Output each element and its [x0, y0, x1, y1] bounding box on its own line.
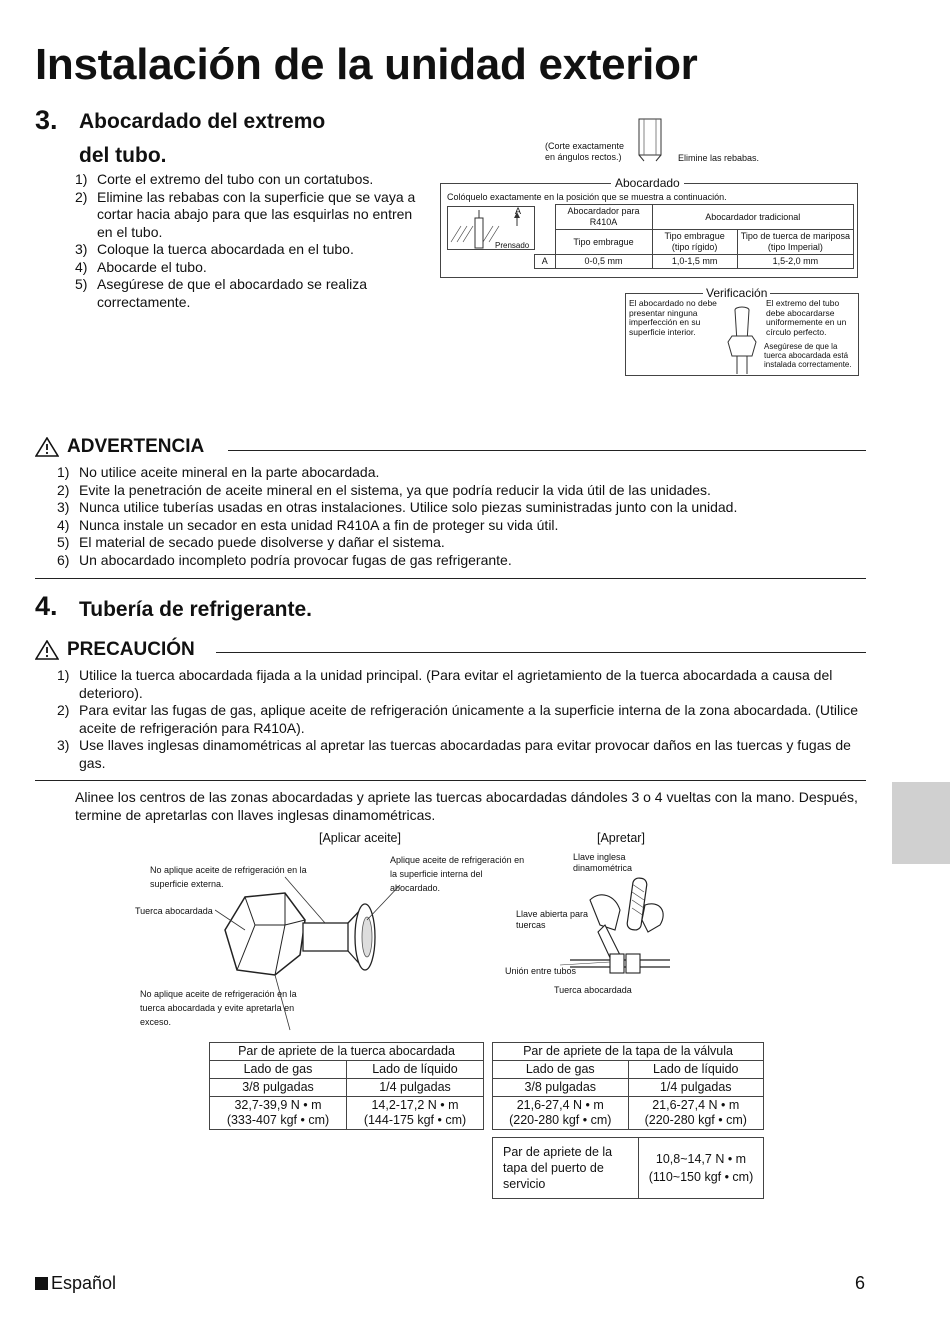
footer-language — [35, 1273, 116, 1294]
cut-note: (Corte exactamente en ángulos rectos.) — [545, 141, 625, 162]
torque-liquid: 21,6-27,4 N • m (220-280 kgf • cm) — [628, 1097, 764, 1130]
list-item: 3) Coloque la tuerca abocardada en el tubo. — [75, 241, 354, 257]
flare-nut-pipe-icon — [722, 302, 762, 374]
page-number: 6 — [855, 1273, 866, 1293]
warning-list — [57, 464, 867, 569]
list-item: 5) Asegúrese de que el abocardado se realiza correctamente. — [75, 276, 368, 310]
size-liquid: 1/4 pulgadas — [628, 1079, 764, 1097]
warning-icon — [35, 437, 59, 457]
service-port-torque: 10,8~14,7 N • m (110~150 kgf • cm) — [639, 1138, 764, 1199]
section-3-title-line1: Abocardado del extremo — [79, 110, 326, 133]
list-item: 4) Nunca instale un secador en esta unidad R410A a fin de proteger su vida útil. — [57, 516, 559, 533]
table-flare-nut-torque — [209, 1042, 484, 1130]
section-3-steps — [75, 171, 420, 311]
list-item: 3) Use llaves inglesas dinamométricas al apretar las tuercas abocardadas para evitar provocar daños en las tuercas y fugas de gas. — [57, 737, 851, 771]
list-item: 1) Corte el extremo del tubo con un cortatubos. — [75, 171, 374, 187]
caution-heading-rule — [216, 652, 866, 653]
torque-wrench-label: Llave inglesa dinamométrica — [573, 852, 633, 873]
table-header: Par de apriete de la tuerca abocardada — [210, 1043, 484, 1061]
flare-oil-illustration — [215, 875, 405, 1035]
verify-note-left: El abocardado no debe presentar ninguna imperfección en su superficie interior. — [629, 298, 717, 337]
list-item: 4) Abocarde el tubo. — [75, 258, 207, 275]
warning-icon — [35, 640, 59, 660]
table-valve-cap-torque — [492, 1042, 764, 1130]
verify-box — [625, 286, 859, 376]
flare-col-traditional: Abocardador tradicional — [652, 205, 854, 230]
caution-heading-text: PRECAUCIÓN — [67, 639, 195, 660]
figure-heading-oil: [Aplicar aceite] — [319, 831, 401, 845]
torque-gas: 32,7-39,9 N • m (333-407 kgf • cm) — [210, 1097, 347, 1130]
no-oil-nut-label: No aplique aceite de refrigeración en la tuerca abocardada y evite apretarla en exceso. — [140, 989, 297, 1027]
table-service-port-torque — [492, 1137, 764, 1199]
open-wrench-label: Llave abierta para tuercas — [516, 909, 589, 930]
align-paragraph: Alinee los centros de las zonas abocardadas y apriete las tuercas abocardadas dándoles 3 o 4 vueltas con la mano. Después, termine de apretarlas con llaves inglesas dinamométricas. — [75, 789, 858, 823]
torque-gas: 21,6-27,4 N • m (220-280 kgf • cm) — [493, 1097, 629, 1130]
figure-heading-tighten: [Apretar] — [597, 831, 645, 845]
col-gas: Lado de gas — [210, 1061, 347, 1079]
list-item: 2) Evite la penetración de aceite mineral en el sistema, ya que podría reducir la vida útil de las unidades. — [57, 481, 711, 498]
pipe-union-label: Unión entre tubos — [505, 966, 577, 976]
no-oil-outer-label: No aplique aceite de refrigeración en la superficie externa. — [150, 865, 307, 889]
warning-heading-rule — [228, 450, 866, 451]
flare-val-3: 1,5-2,0 mm — [737, 255, 853, 269]
flare-label-pressed: Prensado — [495, 241, 530, 250]
caution-list — [57, 667, 867, 772]
table-header: Par de apriete de la tapa de la válvula — [493, 1043, 764, 1061]
burr-note: Elimine las rebabas. — [678, 153, 760, 163]
list-item: 3) Nunca utilice tuberías usadas en otras instalaciones. Utilice solo piezas suministradas junto con la unidad. — [57, 499, 738, 515]
caution-bottom-rule — [35, 780, 866, 781]
footer-language-text: Español — [51, 1273, 117, 1293]
warning-heading — [35, 436, 204, 458]
flare-box — [440, 176, 858, 278]
torque-liquid: 14,2-17,2 N • m (144-175 kgf • cm) — [346, 1097, 483, 1130]
flare-row-a: A — [535, 255, 556, 269]
flare-col-r410a: Abocardador para R410A — [555, 205, 652, 230]
flare-row-clutch-rigid: Tipo embrague (tipo rígido) — [652, 230, 737, 255]
flare-nut-right-label: Tuerca abocardada — [554, 985, 632, 995]
apply-oil-inner-label: Aplique aceite de refrigeración en la superficie interna del abocardado. — [390, 855, 525, 893]
col-liquid: Lado de líquido — [346, 1061, 483, 1079]
section-4-title: Tubería de refrigerante. — [79, 598, 313, 621]
list-item: 1) No utilice aceite mineral en la parte abocardada. — [57, 464, 380, 480]
square-bullet-icon — [35, 1277, 48, 1290]
flare-table — [534, 204, 854, 269]
size-gas: 3/8 pulgadas — [493, 1079, 629, 1097]
size-liquid: 1/4 pulgadas — [346, 1079, 483, 1097]
caution-heading — [35, 639, 195, 661]
size-gas: 3/8 pulgadas — [210, 1079, 347, 1097]
list-item: 2) Para evitar las fugas de gas, aplique aceite de refrigeración únicamente a la superficie interna de la zona abocardada. (Utilice aceite de refrigeración para R410A). — [57, 702, 859, 736]
flare-row-clutch: Tipo embrague — [555, 230, 652, 255]
flare-row-wing: Tipo de tuerca de mariposa (tipo Imperial) — [737, 230, 853, 255]
list-item: 6) Un abocardado incompleto podría provocar fugas de gas refrigerante. — [57, 551, 512, 568]
tightening-wrenches-illustration — [560, 870, 680, 990]
flare-val-2: 1,0-1,5 mm — [652, 255, 737, 269]
warning-heading-text: ADVERTENCIA — [67, 436, 205, 457]
flare-box-title: Abocardado — [611, 176, 684, 190]
list-item: 2) Elimine las rebabas con la superficie que se vaya a cortar hacia abajo para que las esquirlas no entren en el tubo. — [75, 188, 416, 240]
language-side-tab — [892, 782, 950, 864]
service-port-label: Par de apriete de la tapa del puerto de servicio — [493, 1138, 639, 1199]
flare-val-1: 0-0,5 mm — [555, 255, 652, 269]
list-item: 5) El material de secado puede disolverse y dañar el sistema. — [57, 534, 445, 550]
flare-label-a: A — [515, 206, 522, 216]
section-3-number: 3. — [35, 105, 58, 135]
col-gas: Lado de gas — [493, 1061, 629, 1079]
flare-nut-label: Tuerca abocardada — [135, 906, 213, 916]
verify-note-bottom: Asegúrese de que la tuerca abocardada está instalada correctamente. — [764, 342, 852, 369]
verify-box-title: Verificación — [703, 286, 770, 300]
col-liquid: Lado de líquido — [628, 1061, 764, 1079]
flare-box-subtitle: Colóquelo exactamente en la posición que se muestra a continuación. — [447, 192, 727, 202]
section-3-title-line2: del tubo. — [79, 144, 167, 167]
page-title: Instalación de la unidad exterior — [35, 40, 698, 89]
warning-bottom-rule — [35, 578, 866, 579]
list-item: 1) Utilice la tuerca abocardada fijada a la unidad principal. (Para evitar el agrietamiento de la tuerca abocardada a causa del deterioro). — [57, 667, 833, 701]
section-4-number: 4. — [35, 591, 58, 621]
verify-note-right: El extremo del tubo debe abocardarse uniformemente en un círculo perfecto. — [766, 298, 847, 337]
